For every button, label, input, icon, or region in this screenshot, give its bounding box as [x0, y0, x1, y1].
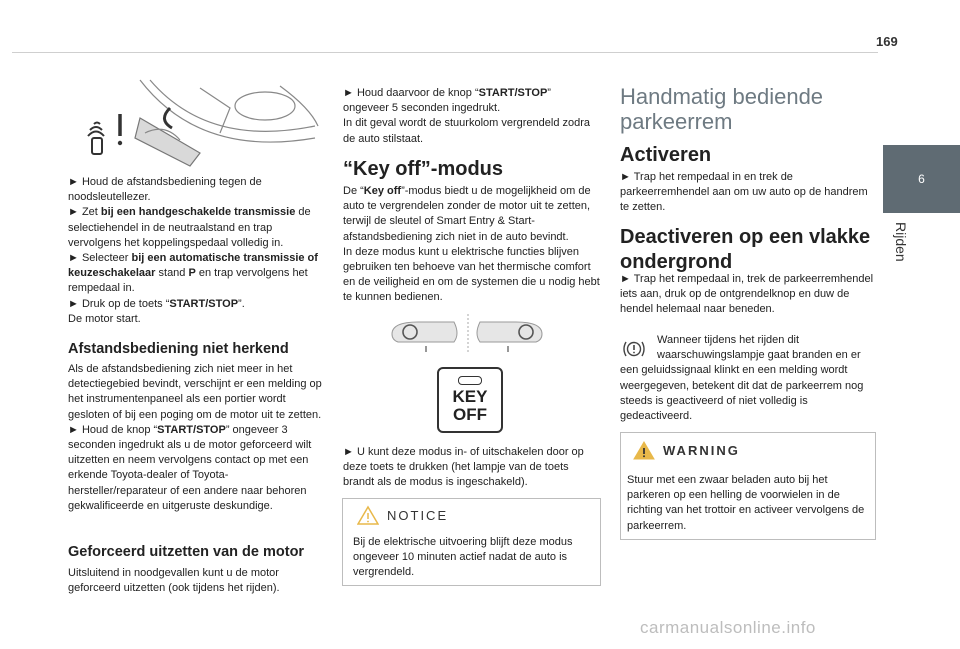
notice-title: NOTICE — [387, 507, 449, 523]
warning-box — [620, 432, 876, 540]
step-press-start-stop: ► Druk op de toets “START/STOP”. — [68, 297, 245, 310]
watermark: carmanualsonline.info — [640, 618, 816, 637]
notice-box — [342, 498, 601, 586]
remote-key-illustration — [80, 78, 320, 170]
chapter-tab[interactable] — [883, 145, 960, 213]
step-manual-transmission: ► Zet bij een handgeschakelde transmissie de selectiehendel in de neutraalstand en trap vervolgens het koppelingspedaal volledig in. — [68, 206, 311, 249]
key-reader-icon — [88, 114, 122, 154]
heading-remote-not-detected: Afstandsbediening niet herkend — [68, 341, 289, 357]
key-off-button-icon — [437, 367, 503, 433]
key-off-description: De “Key off”-modus biedt u de mogelijkheid om de auto te vergrendelen zonder de motor uit te zetten, terwijl de sleutel of Smart Entry & Start-afstandsbediening zich niet in de auto bevindt. — [343, 185, 591, 243]
notice-icon — [357, 505, 379, 525]
steering-lock-text: In dit geval wordt de stuurkolom vergrendeld zodra de auto stilstaat. — [343, 117, 591, 145]
warning-text: Stuur met een zwaar beladen auto bij het parkeren op een helling de voorwielen in de richting van het trottoir en activeer vervolgens de parkeerrem. — [627, 474, 865, 532]
step-hold-start-stop-5s: ► Houd daarvoor de knop “START/STOP” ongeveer 5 seconden ingedrukt. — [343, 87, 551, 115]
warning-title: WARNING — [663, 442, 740, 458]
page-number: 169 — [876, 34, 898, 49]
key-off-usage-text: In deze modus kunt u elektrische functies blijven gebruiken ten behoeve van het thermische comfort en de veiligheid en om de systemen die u nodig hebt te kunnen bedienen. — [343, 245, 600, 304]
chapter-title: Rijden — [893, 222, 909, 262]
step-automatic-transmission: ► Selecteer bij een automatische transmissie of keuzeschakelaar stand P en trap vervolgens het rempedaal in. — [68, 252, 318, 295]
key-off-dashboard-illustration — [388, 312, 548, 356]
remote-not-detected-text: Als de afstandsbediening zich niet meer in het detectiegebied bevindt, verschijnt er een melding op het instrumentenpaneel als een portier wordt gesloten of bij een poging om de motor uit te zetten. — [68, 363, 322, 421]
notice-text: Bij de elektrische uitvoering blijft deze modus ongeveer 10 minuten actief nadat de auto is vergrendeld. — [353, 536, 573, 579]
heading-manual-parking-brake: Handmatig bediende parkeerrem — [620, 84, 824, 134]
warning-icon — [633, 440, 655, 460]
header-rule — [12, 52, 878, 53]
remote-forced-stop-step: ► Houd de knop “START/STOP” ongeveer 3 seconden ingedrukt als u de motor geforceerd wilt uitzetten en neem vervolgens contact op met een erkende Toyota-dealer of Toyota-hersteller/reparateur of een andere naar behoren gekwalificeerde en uitgeruste deskundige. — [68, 423, 312, 512]
engine-starts-text: De motor start. — [68, 312, 141, 325]
heading-forced-stop: Geforceerd uitzetten van de motor — [68, 544, 305, 560]
key-off-label-2: OFF — [453, 405, 487, 424]
key-off-toggle-text: ► U kunt deze modus in- of uitschakelen door op deze toets te drukken (het lampje van de toets brandt als de modus is ingeschakeld). — [343, 446, 584, 489]
step-hold-remote: ► Houd de afstandsbediening tegen de noodsleutellezer. — [68, 176, 262, 204]
chapter-number: 6 — [918, 172, 925, 186]
heading-deactivate-flat: Deactiveren op een vlakke ondergrond — [620, 226, 871, 273]
deactivate-text: ► Trap het rempedaal in, trek de parkeerremhendel iets aan, druk op de ontgrendelknop en duw de hendel helemaal naar beneden. — [620, 273, 874, 316]
activate-text: ► Trap het rempedaal in en trek de parkeerremhendel aan om uw auto op de handrem te zetten. — [620, 171, 868, 214]
heading-activate: Activeren — [620, 144, 712, 166]
forced-stop-text: Uitsluitend in noodgevallen kunt u de motor geforceerd uitzetten (ook tijdens het rijden). — [68, 567, 280, 595]
heading-key-off-mode: “Key off”-modus — [343, 158, 503, 180]
key-off-label-1: KEY — [452, 387, 488, 406]
warning-lamp-text: Wanneer tijdens het rijden dit waarschuwingslampje gaat branden en er een geluidssignaal klinkt en een melding wordt weergegeven, betekent dit dat de parkeerrem nog steeds is geactiveerd of niet volledig is gedeactiveerd. — [620, 334, 864, 423]
